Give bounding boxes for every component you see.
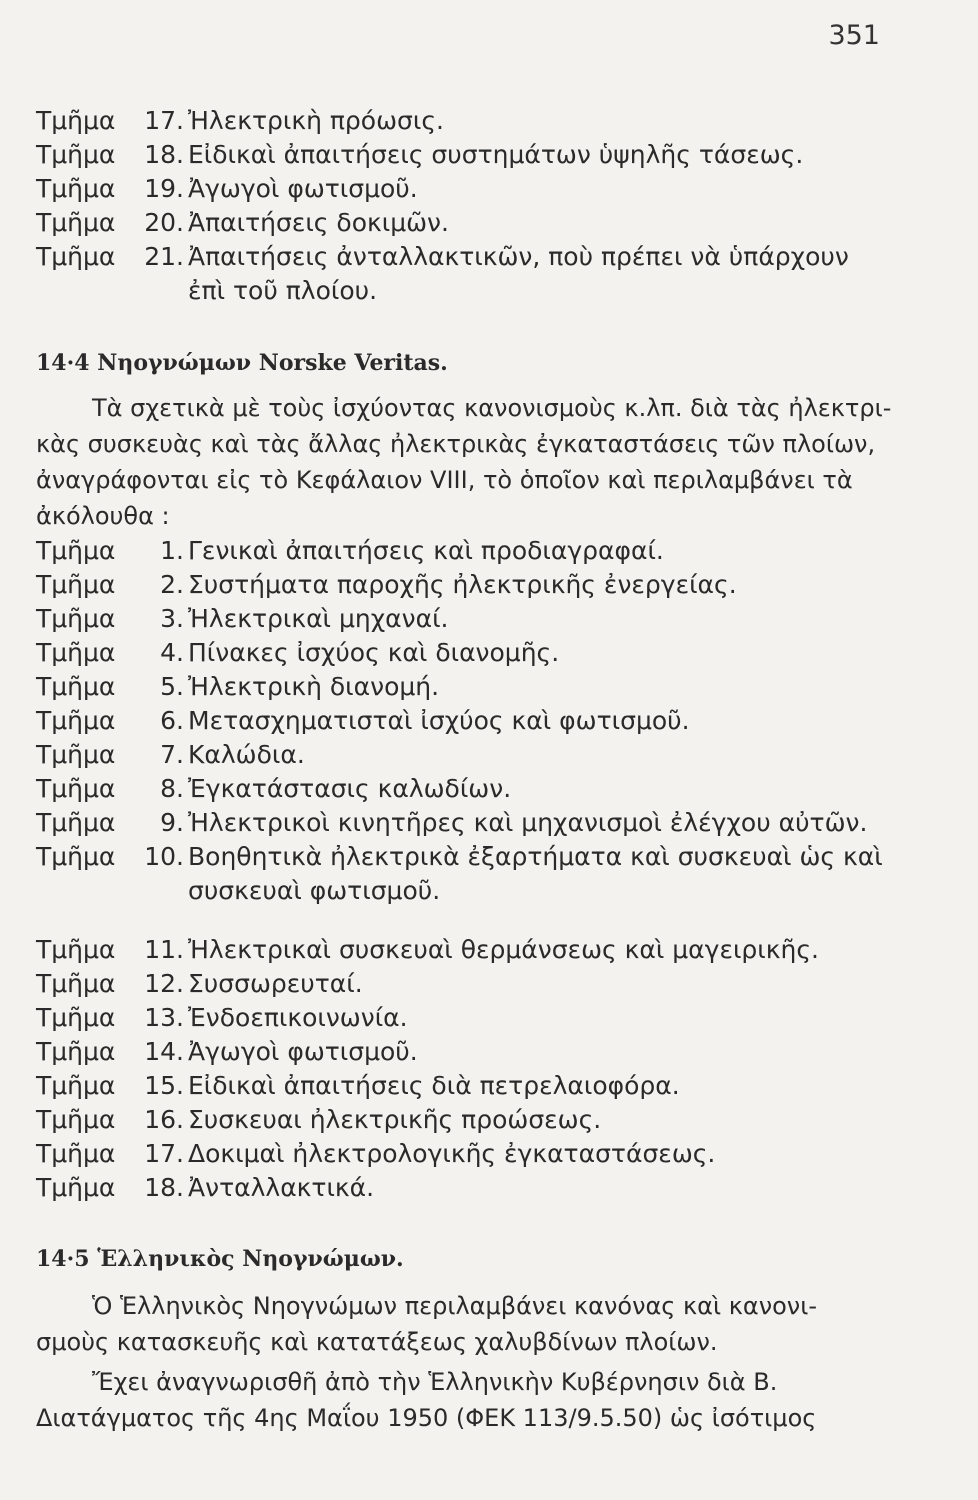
item-text: Συσκευαι ἠλεκτρικῆς προώσεως.	[188, 1105, 602, 1134]
item-label: Τμῆμα	[36, 774, 116, 803]
item-number: 3.	[160, 604, 184, 633]
item-text: Εἰδικαὶ ἀπαιτήσεις συστημάτων ὑψηλῆς τάσεως.	[188, 140, 804, 169]
item-number: 20.	[144, 208, 184, 237]
list-item	[36, 704, 690, 738]
paragraph-line: σμοὺς κατασκευῆς καὶ κατατάξεως χαλυβδίνων πλοίων.	[36, 1328, 718, 1356]
section-heading-14-5: 14·5 Ἑλληνικὸς Νηογνώμων.	[36, 1246, 404, 1272]
item-number: 13.	[144, 1003, 184, 1032]
list-item	[36, 636, 560, 670]
item-label: Τμῆμα	[36, 1071, 116, 1100]
item-number: 18.	[144, 140, 184, 169]
list-item	[36, 206, 449, 240]
section-heading-14-4: 14·4 Νηογνώμων Norske Veritas.	[36, 350, 448, 376]
item-text: Ἠλεκτρικὴ διανομή.	[188, 672, 440, 701]
item-text: Ἐγκατάστασις καλωδίων.	[188, 774, 512, 803]
item-label: Τμῆμα	[36, 935, 116, 964]
item-text: Ἀνταλλακτικά.	[188, 1173, 375, 1202]
list-item	[36, 738, 440, 772]
item-text: Καλώδια.	[188, 740, 305, 769]
item-label: Τμῆμα	[36, 740, 116, 769]
item-number: 11.	[144, 935, 184, 964]
item-number: 18.	[144, 1173, 184, 1202]
section-list-norske-veritas	[36, 534, 883, 908]
item-label: Τμῆμα	[36, 208, 116, 237]
paragraph-line: Τὰ σχετικὰ μὲ τοὺς ἰσχύοντας κανονισμοὺς κ.λπ. διὰ τὰς ἠλεκτρι-	[92, 394, 892, 422]
item-text: Πίνακες ἰσχύος καὶ διανομῆς.	[188, 638, 560, 667]
list-item	[36, 602, 449, 636]
item-label: Τμῆμα	[36, 1173, 116, 1202]
list-item	[36, 670, 440, 704]
list-item	[36, 138, 804, 172]
list-item	[36, 772, 512, 806]
item-text: Ἀγωγοὶ φωτισμοῦ.	[188, 174, 418, 203]
item-number: 19.	[144, 174, 184, 203]
item-label: Τμῆμα	[36, 808, 116, 837]
list-item	[36, 840, 883, 874]
item-label: Τμῆμα	[36, 242, 116, 271]
item-continuation: ἐπὶ τοῦ πλοίου.	[188, 276, 378, 305]
item-label: Τμῆμα	[36, 140, 116, 169]
item-label: Τμῆμα	[36, 174, 116, 203]
item-number: 15.	[144, 1071, 184, 1100]
paragraph-line: Διατάγματος τῆς 4ης Μαΐου 1950 (ΦΕΚ 113/9.5.50) ὡς ἰσότιμος	[36, 1404, 817, 1432]
page-number: 351	[828, 20, 880, 51]
item-number: 8.	[160, 774, 184, 803]
item-continuation: συσκευαὶ φωτισμοῦ.	[188, 876, 441, 905]
list-item	[36, 104, 444, 138]
paragraph-line: Ἔχει ἀναγνωρισθῆ ἀπὸ τὴν Ἑλληνικὴν Κυβέρνησιν διὰ Β.	[92, 1368, 778, 1396]
item-label: Τμῆμα	[36, 1003, 116, 1032]
item-number: 17.	[144, 1139, 184, 1168]
item-label: Τμῆμα	[36, 706, 116, 735]
item-text: Ἀπαιτήσεις ἀνταλλακτικῶν, ποὺ πρέπει νὰ ὑπάρχουν	[188, 242, 849, 271]
section-list-electrical	[36, 104, 849, 308]
list-item	[36, 172, 418, 206]
item-number: 6.	[160, 706, 184, 735]
paragraph-line: ἀκόλουθα :	[36, 502, 170, 530]
list-item	[36, 568, 737, 602]
item-label: Τμῆμα	[36, 842, 116, 871]
item-text: Βοηθητικὰ ἠλεκτρικὰ ἐξαρτήματα καὶ συσκευαὶ ὡς καὶ	[188, 842, 883, 871]
item-label: Τμῆμα	[36, 1105, 116, 1134]
item-label: Τμῆμα	[36, 1139, 116, 1168]
item-number: 12.	[144, 969, 184, 998]
item-number: 5.	[160, 672, 184, 701]
item-number: 17.	[144, 106, 184, 135]
item-number: 21.	[144, 242, 184, 271]
section-14-5-paragraph-2	[36, 1364, 906, 1436]
item-label: Τμῆμα	[36, 106, 116, 135]
item-number: 16.	[144, 1105, 184, 1134]
item-label: Τμῆμα	[36, 570, 116, 599]
item-text: Ἐνδοεπικοινωνία.	[188, 1003, 408, 1032]
item-text: Ἠλεκτρικαὶ μηχαναί.	[188, 604, 449, 633]
section-14-4-paragraph	[36, 390, 906, 534]
item-number: 1.	[160, 536, 184, 565]
item-label: Τμῆμα	[36, 969, 116, 998]
item-label: Τμῆμα	[36, 638, 116, 667]
item-text: Δοκιμαὶ ἠλεκτρολογικῆς ἐγκαταστάσεως.	[188, 1139, 716, 1168]
item-text: Ἀπαιτήσεις δοκιμῶν.	[188, 208, 449, 237]
item-number: 2.	[160, 570, 184, 599]
item-number: 14.	[144, 1037, 184, 1066]
item-label: Τμῆμα	[36, 604, 116, 633]
item-text: Γενικαὶ ἀπαιτήσεις καὶ προδιαγραφαί.	[188, 536, 664, 565]
item-number: 9.	[160, 808, 184, 837]
item-text: Ἀγωγοὶ φωτισμοῦ.	[188, 1037, 418, 1066]
item-text: Εἰδικαὶ ἀπαιτήσεις διὰ πετρελαιοφόρα.	[188, 1071, 680, 1100]
item-number: 7.	[160, 740, 184, 769]
paragraph-line: κὰς συσκευὰς καὶ τὰς ἄλλας ἠλεκτρικὰς ἐγκαταστάσεις τῶν πλοίων,	[36, 430, 876, 458]
section-14-5-paragraph-1	[36, 1288, 906, 1360]
paragraph-line: ἀναγράφονται εἰς τὸ Κεφάλαιον VIII, τὸ ὁποῖον καὶ περιλαμβάνει τὰ	[36, 466, 853, 494]
item-text: Συστήματα παροχῆς ἠλεκτρικῆς ἐνεργείας.	[188, 570, 737, 599]
paragraph-line: Ὁ Ἑλληνικὸς Νηογνώμων περιλαμβάνει κανόνας καὶ κανονι-	[92, 1292, 817, 1320]
item-text: Ἠλεκτρικοὶ κινητῆρες καὶ μηχανισμοὶ ἐλέγχου αὐτῶν.	[188, 808, 868, 837]
item-number: 10.	[144, 842, 184, 871]
list-item	[36, 534, 664, 568]
list-item	[36, 806, 868, 840]
item-label: Τμῆμα	[36, 1037, 116, 1066]
item-label: Τμῆμα	[36, 536, 116, 565]
item-label: Τμῆμα	[36, 672, 116, 701]
item-text: Ἠλεκτρικαὶ συσκευαὶ θερμάνσεως καὶ μαγειρικῆς.	[188, 935, 819, 964]
item-text: Μετασχηματισταὶ ἰσχύος καὶ φωτισμοῦ.	[188, 706, 690, 735]
item-text: Συσσωρευταί.	[188, 969, 363, 998]
item-number: 4.	[160, 638, 184, 667]
item-text: Ἠλεκτρικὴ πρόωσις.	[188, 106, 444, 135]
list-item	[36, 240, 849, 274]
